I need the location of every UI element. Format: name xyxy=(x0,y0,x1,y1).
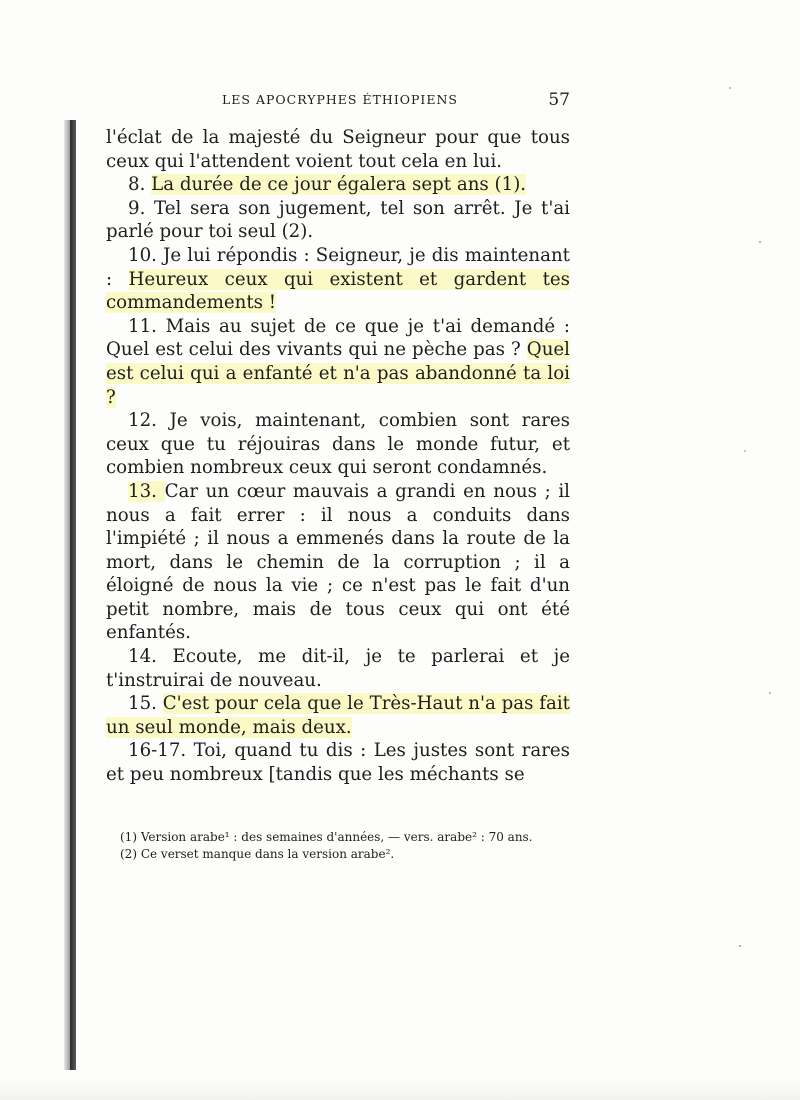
body-text xyxy=(106,126,570,787)
paragraph xyxy=(106,409,570,480)
text-segment: 9. Tel sera son jugement, tel son arrêt. Je t'ai parlé pour toi seul (2). xyxy=(106,197,570,243)
footnote-2: (2) Ce verset manque dans la version arabe². xyxy=(120,847,395,861)
text-segment: 8. xyxy=(128,174,152,196)
paragraph xyxy=(106,244,570,315)
page-number: 57 xyxy=(548,90,570,110)
paragraph xyxy=(106,197,570,244)
paragraph xyxy=(106,739,570,786)
text-segment: 14. Ecoute, me dit-il, je te parlerai et je t'instruirai de nouveau. xyxy=(106,646,570,691)
highlighted-text: Heureux ceux qui existent et gardent tes commandements ! xyxy=(106,268,570,314)
highlighted-text: La durée de ce jour égalera sept ans (1). xyxy=(151,174,527,196)
text-segment: Car un cœur mauvais a grandi en nous ; il nous a fait errer : il nous a conduits dans l'impiété ; il nous a emmenés dans la route de la mort, dans le chemin de la corruption ; il a éloigné de nous la vie ; ce n'est pas le fait d'un petit nombre, mais de tous ceux qui ont été enfantés. xyxy=(106,480,570,644)
running-title: LES APOCRYPHES ÉTHIOPIENS xyxy=(222,92,458,107)
highlighted-text: Quel est celui qui a enfanté et n'a pas abandonné ta loi ? xyxy=(106,339,570,408)
paragraph xyxy=(106,645,570,692)
scan-speckle xyxy=(700,0,800,1100)
footnote-1: (1) Version arabe¹ : des semaines d'années, — vers. arabe² : 70 ans. xyxy=(120,830,533,844)
scan-bottom-edge xyxy=(0,1078,800,1100)
text-segment: 15. xyxy=(128,693,163,715)
text-segment: 10. Je lui répondis : Seigneur, je dis maintenant : xyxy=(106,244,570,290)
paragraph xyxy=(106,692,570,739)
paragraph xyxy=(106,315,570,409)
page-header xyxy=(110,90,570,112)
text-segment: l'éclat de la majesté du Seigneur pour que tous ceux qui l'attendent voient tout cela en lui. xyxy=(106,127,570,172)
text-segment: 11. Mais au sujet de ce que je t'ai demandé : Quel est celui des vivants qui ne pèche pas ? xyxy=(106,315,570,361)
paragraph xyxy=(106,126,570,173)
binding-edge xyxy=(70,120,76,1070)
highlighted-text: C'est pour cela que le Très-Haut n'a pas fait un seul monde, mais deux. xyxy=(106,693,570,738)
paragraph xyxy=(106,480,570,645)
highlighted-text: 13. xyxy=(128,480,165,502)
footnotes xyxy=(120,829,575,863)
text-segment: 16-17. Toi, quand tu dis : Les justes sont rares et peu nombreux [tandis que les méchants se xyxy=(106,740,570,786)
text-segment: 12. Je vois, maintenant, combien sont rares ceux que tu réjouiras dans le monde futur, et combien nombreux ceux qui seront condamnés. xyxy=(106,410,570,479)
paragraph xyxy=(106,173,570,197)
